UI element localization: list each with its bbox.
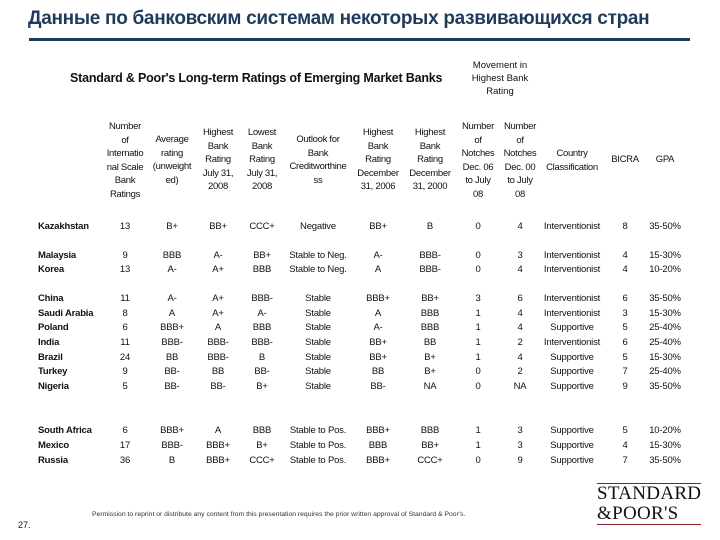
logo-line-1: STANDARD — [597, 483, 702, 504]
table-cell: 0 — [475, 366, 481, 377]
table-cell: Interventionist — [543, 308, 601, 319]
table-cell: 5 — [622, 322, 628, 333]
column-header: Highest Bank Rating December 31, 2006 — [357, 127, 399, 192]
table-cell: 1 — [475, 322, 481, 333]
table-cell: Stable — [305, 352, 331, 363]
column-header: Outlook for Bank Creditworthine ss — [289, 134, 347, 186]
table-cell: 6 — [622, 293, 628, 304]
table-cell: 4 — [517, 264, 523, 275]
table-cell: 24 — [119, 352, 131, 363]
table-cell: BBB — [162, 250, 182, 261]
table-cell: 4 — [622, 264, 628, 275]
table-cell: A+ — [212, 308, 224, 319]
table-cell: BBB- — [419, 250, 441, 261]
table-cell: 2 — [517, 337, 523, 348]
table-cell: 0 — [475, 221, 481, 232]
table-cell: 5 — [122, 381, 128, 392]
table-cell: BB+ — [369, 352, 387, 363]
sp-logo — [597, 483, 701, 525]
table-cell: BBB+ — [206, 440, 230, 451]
table-cell: BB+ — [421, 293, 439, 304]
table-cell: 35-50% — [649, 293, 681, 304]
table-cell: BBB- — [161, 440, 183, 451]
table-cell: BBB+ — [206, 455, 230, 466]
table-cell: 3 — [517, 440, 523, 451]
table-cell: Stable — [305, 308, 331, 319]
table-cell: 4 — [517, 322, 523, 333]
table-cell: B+ — [424, 352, 436, 363]
table-cell: 4 — [517, 352, 523, 363]
country-name: Malaysia — [38, 250, 77, 261]
table-cell: BB — [165, 352, 179, 363]
table-cell: 9 — [122, 366, 128, 377]
table-cell: A- — [167, 293, 177, 304]
table-cell: A — [374, 264, 382, 275]
table-cell: 0 — [475, 250, 481, 261]
column-header: Highest Bank Rating July 31, 2008 — [202, 127, 234, 192]
table-cell: Stable — [305, 366, 331, 377]
table-cell: A- — [167, 264, 177, 275]
table-cell: BB- — [370, 381, 386, 392]
table-cell: BBB+ — [160, 322, 184, 333]
table-cell: Supportive — [550, 366, 594, 377]
table-cell: B+ — [256, 440, 268, 451]
table-cell: 6 — [517, 293, 523, 304]
table-cell: 35-50% — [649, 455, 681, 466]
country-name: Mexico — [38, 440, 70, 451]
table-cell: Interventionist — [543, 293, 601, 304]
table-cell: 6 — [122, 322, 128, 333]
column-header: Number of Internatio nal Scale Bank Ratings — [106, 121, 144, 200]
table-cell: BB- — [254, 366, 270, 377]
table-cell: B — [168, 455, 176, 466]
table-cell: BBB — [252, 425, 272, 436]
table-cell: Interventionist — [543, 337, 601, 348]
table-cell: Interventionist — [543, 264, 601, 275]
table-cell: 9 — [622, 381, 628, 392]
table-cell: NA — [423, 381, 437, 392]
table-cell: 9 — [122, 250, 128, 261]
page-number: 27. — [18, 520, 31, 530]
column-header: Average rating (unweight ed) — [152, 134, 192, 186]
table-cell: A — [214, 322, 222, 333]
column-header: BICRA — [611, 154, 639, 165]
table-cell: Supportive — [550, 381, 594, 392]
table-cell: B — [426, 221, 434, 232]
country-name: Kazakhstan — [38, 221, 89, 232]
table-cell: BB+ — [369, 337, 387, 348]
table-cell: BB — [423, 337, 437, 348]
table-cell: CCC+ — [249, 221, 275, 232]
table-cell: Stable — [305, 337, 331, 348]
table-cell: 10-20% — [649, 425, 681, 436]
table-cell: 7 — [622, 366, 628, 377]
table-cell: BBB — [420, 322, 440, 333]
table-cell: BBB+ — [160, 425, 184, 436]
table-cell: Supportive — [550, 352, 594, 363]
table-cell: Supportive — [550, 322, 594, 333]
table-cell: B — [258, 352, 266, 363]
table-cell: 5 — [622, 425, 628, 436]
table-cell: BBB- — [251, 293, 273, 304]
table-cell: BBB- — [207, 337, 229, 348]
movement-group-header: Movement in Highest Bank Rating — [471, 60, 529, 97]
table-cell: A- — [213, 250, 223, 261]
column-header: Country Classification — [546, 148, 598, 173]
table-cell: 3 — [622, 308, 628, 319]
table-cell: 3 — [517, 250, 523, 261]
table-cell: Interventionist — [543, 250, 601, 261]
table-cell: A+ — [212, 264, 224, 275]
country-name: Saudi Arabia — [38, 308, 94, 319]
table-cell: BBB+ — [366, 455, 390, 466]
table-cell: BBB+ — [366, 293, 390, 304]
table-cell: BBB — [252, 264, 272, 275]
country-name: Poland — [38, 322, 69, 333]
table-cell: BB+ — [421, 440, 439, 451]
country-name: Russia — [38, 455, 68, 466]
logo-rule-bottom — [597, 524, 701, 525]
column-header: Highest Bank Rating December 31, 2000 — [409, 127, 451, 192]
table-cell: 2 — [517, 366, 523, 377]
table-cell: A — [214, 425, 222, 436]
table-cell: 8 — [622, 221, 628, 232]
table-cell: 3 — [475, 293, 481, 304]
table-cell: Supportive — [550, 440, 594, 451]
table-cell: BBB — [420, 308, 440, 319]
table-cell: NA — [513, 381, 527, 392]
table-cell: 4 — [517, 308, 523, 319]
table-cell: BB+ — [369, 221, 387, 232]
table-cell: Supportive — [550, 455, 594, 466]
country-name: Nigeria — [38, 381, 69, 392]
table-cell: 15-30% — [649, 250, 681, 261]
table-cell: Supportive — [550, 425, 594, 436]
table-cell: BBB — [252, 322, 272, 333]
table-cell: 35-50% — [649, 381, 681, 392]
table-cell: Stable to Pos. — [289, 425, 347, 436]
table-cell: 1 — [475, 337, 481, 348]
table-cell: 1 — [475, 425, 481, 436]
column-header: Number of Notches Dec. 00 to July 08 — [503, 121, 537, 200]
table-cell: BB- — [164, 366, 180, 377]
table-cell: BB — [211, 366, 225, 377]
table-cell: 10-20% — [649, 264, 681, 275]
table-cell: Stable — [305, 322, 331, 333]
table-cell: B+ — [256, 381, 268, 392]
table-cell: A+ — [212, 293, 224, 304]
table-cell: Stable — [305, 381, 331, 392]
table-cell: Negative — [300, 221, 336, 232]
country-name: Turkey — [38, 366, 68, 377]
table-cell: 0 — [475, 381, 481, 392]
table-cell: 8 — [122, 308, 128, 319]
table-cell: 25-40% — [649, 366, 681, 377]
title-underline — [29, 38, 690, 41]
table-cell: B+ — [166, 221, 178, 232]
table-cell: 36 — [119, 455, 131, 466]
table-cell: A — [168, 308, 176, 319]
table-cell: A- — [373, 250, 383, 261]
table-cell: 25-40% — [649, 322, 681, 333]
table-cell: 3 — [517, 425, 523, 436]
column-header: Lowest Bank Rating July 31, 2008 — [246, 127, 278, 192]
table-cell: Interventionist — [543, 221, 601, 232]
table-cell: CCC+ — [417, 455, 443, 466]
column-header: GPA — [655, 154, 675, 165]
country-name: Brazil — [38, 352, 63, 363]
table-cell: 17 — [119, 440, 131, 451]
table-cell: 9 — [517, 455, 523, 466]
table-cell: 1 — [475, 440, 481, 451]
table-cell: 11 — [120, 293, 130, 304]
table-cell: BBB- — [419, 264, 441, 275]
table-cell: 7 — [622, 455, 628, 466]
table-cell: 11 — [120, 337, 130, 348]
table-cell: 1 — [475, 352, 481, 363]
country-name: India — [38, 337, 60, 348]
table-cell: B+ — [424, 366, 436, 377]
logo-line-2: &POOR'S — [597, 503, 679, 524]
slide-title: Данные по банковским системам некоторых развивающихся стран — [28, 8, 650, 29]
table-cell: BB — [371, 366, 385, 377]
table-cell: BB- — [210, 381, 226, 392]
permission-notice: Permission to reprint or distribute any content from this presentation requires the prior written approval of Standard & Poor's. — [92, 511, 466, 518]
table-cell: BBB- — [251, 337, 273, 348]
table-cell: A- — [373, 322, 383, 333]
table-cell: CCC+ — [249, 455, 275, 466]
table-cell: 25-40% — [649, 337, 681, 348]
table-cell: BB- — [164, 381, 180, 392]
table-cell: BBB — [420, 425, 440, 436]
table-cell: BBB — [368, 440, 388, 451]
table-cell: BB+ — [209, 221, 227, 232]
table-cell: BBB+ — [366, 425, 390, 436]
country-name: China — [38, 293, 64, 304]
table-cell: BB+ — [253, 250, 271, 261]
column-header: Number of Notches Dec. 06 to July 08 — [461, 121, 495, 200]
country-name: South Africa — [38, 425, 92, 436]
table-cell: BBB- — [161, 337, 183, 348]
table-cell: Stable to Pos. — [289, 455, 347, 466]
table-cell: 13 — [119, 264, 131, 275]
table-cell: 0 — [475, 455, 481, 466]
table-cell: 1 — [475, 308, 481, 319]
table-cell: 0 — [475, 264, 481, 275]
table-cell: 4 — [622, 440, 628, 451]
table-cell: 6 — [622, 337, 628, 348]
country-name: Korea — [38, 264, 64, 275]
table-cell: A — [374, 308, 382, 319]
table-cell: 6 — [122, 425, 128, 436]
table-cell: 13 — [119, 221, 131, 232]
table-cell: 15-30% — [649, 308, 681, 319]
table-cell: 35-50% — [649, 221, 681, 232]
table-cell: Stable to Neg. — [289, 264, 347, 275]
table-cell: BBB- — [207, 352, 229, 363]
table-cell: 15-30% — [649, 352, 681, 363]
table-cell: 4 — [622, 250, 628, 261]
table-cell: 5 — [622, 352, 628, 363]
table-cell: Stable to Neg. — [289, 250, 347, 261]
table-cell: Stable — [305, 293, 331, 304]
table-cell: 15-30% — [649, 440, 681, 451]
table-cell: A- — [257, 308, 267, 319]
table-cell: Stable to Pos. — [289, 440, 347, 451]
table-cell: 4 — [517, 221, 523, 232]
table-title: Standard & Poor's Long-term Ratings of Emerging Market Banks — [70, 71, 443, 85]
